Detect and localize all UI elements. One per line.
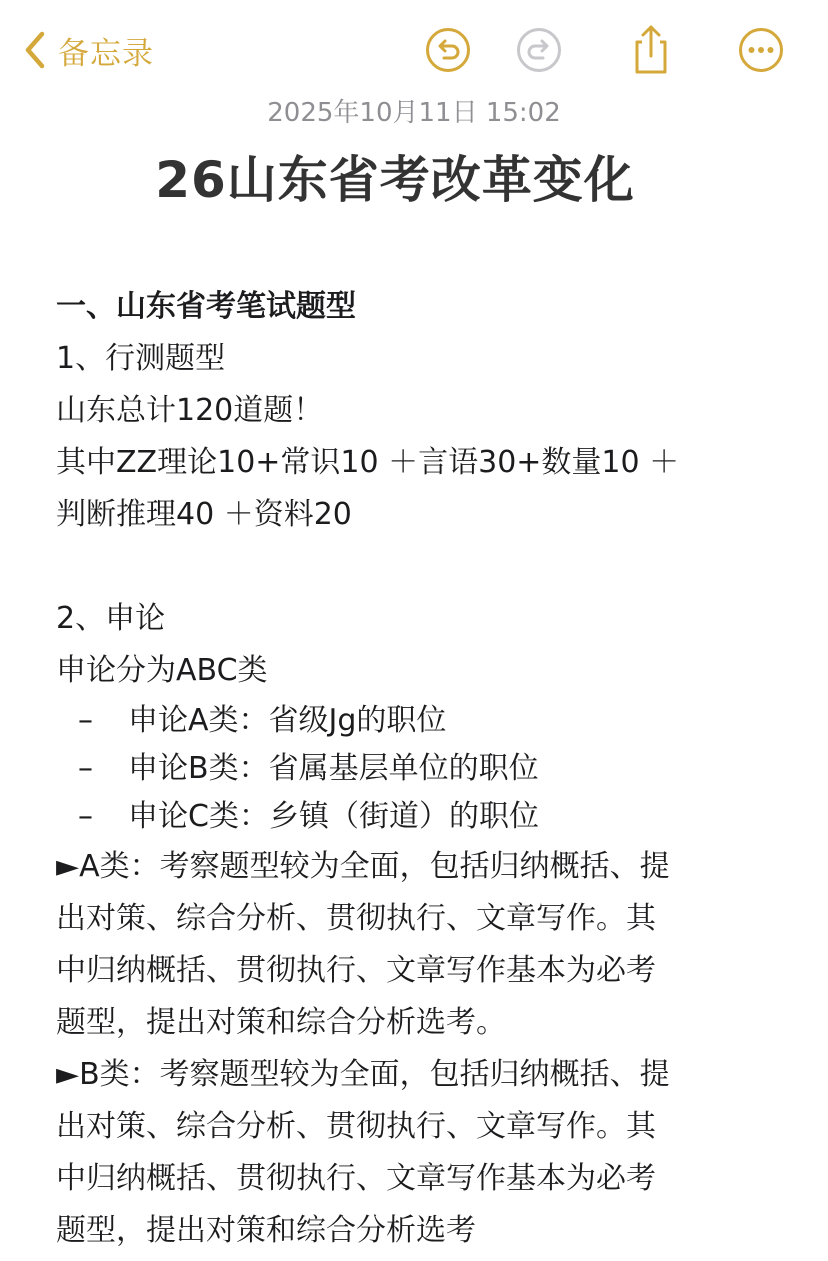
list-item-text: 申论B类：省属基层单位的职位 — [128, 751, 539, 786]
dash-bullet: – — [78, 751, 93, 786]
list-item — [56, 793, 796, 841]
paragraph-line: 判断推理40 ＋资料20 — [56, 497, 352, 532]
paragraph-line: 出对策、综合分析、贯彻执行、文章写作。其 — [56, 901, 656, 936]
redo-button[interactable] — [515, 26, 563, 74]
item-heading: 2、申论 — [56, 601, 166, 636]
back-label: 备忘录 — [58, 35, 154, 72]
paragraph-line: 其中ZZ理论10+常识10 ＋言语30+数量10 ＋ — [56, 445, 680, 480]
paragraph-line: 山东总计120道题！ — [56, 393, 324, 428]
share-icon — [627, 22, 675, 76]
list-item-text: 申论A类：省级Jg的职位 — [128, 703, 447, 738]
list-item — [56, 697, 796, 745]
chevron-left-icon — [22, 30, 48, 70]
paragraph-line: 申论分为ABC类 — [56, 653, 268, 688]
paragraph-line: 题型，提出对策和综合分析选考。 — [56, 1005, 506, 1040]
paragraph-line: ►A类：考察题型较为全面，包括归纳概括、提 — [56, 849, 670, 884]
more-icon — [737, 26, 785, 74]
note-timestamp: 2025年10月11日 15:02 — [267, 98, 561, 128]
dash-bullet: – — [78, 703, 93, 738]
back-button[interactable] — [22, 26, 154, 74]
redo-icon — [515, 26, 563, 74]
share-button[interactable] — [627, 22, 675, 70]
section-heading: 一、山东省考笔试题型 — [56, 289, 356, 324]
more-button[interactable] — [737, 26, 785, 74]
paragraph-line: ►B类：考察题型较为全面，包括归纳概括、提 — [56, 1057, 670, 1092]
note-body[interactable] — [56, 281, 796, 1257]
undo-icon — [424, 26, 472, 74]
blank-line — [56, 541, 796, 593]
paragraph-line: 题型，提出对策和综合分析选考 — [56, 1213, 476, 1248]
dash-bullet: – — [78, 799, 93, 834]
item-heading: 1、行测题型 — [56, 341, 226, 376]
paragraph-line: 中归纳概括、贯彻执行、文章写作基本为必考 — [56, 1161, 656, 1196]
list-item-text: 申论C类：乡镇（街道）的职位 — [128, 799, 539, 834]
toolbar — [0, 0, 828, 100]
paragraph-line: 中归纳概括、贯彻执行、文章写作基本为必考 — [56, 953, 656, 988]
list-item — [56, 745, 796, 793]
note-title[interactable]: 26山东省考改革变化 — [155, 151, 635, 209]
undo-button[interactable] — [424, 26, 472, 74]
paragraph-line: 出对策、综合分析、贯彻执行、文章写作。其 — [56, 1109, 656, 1144]
